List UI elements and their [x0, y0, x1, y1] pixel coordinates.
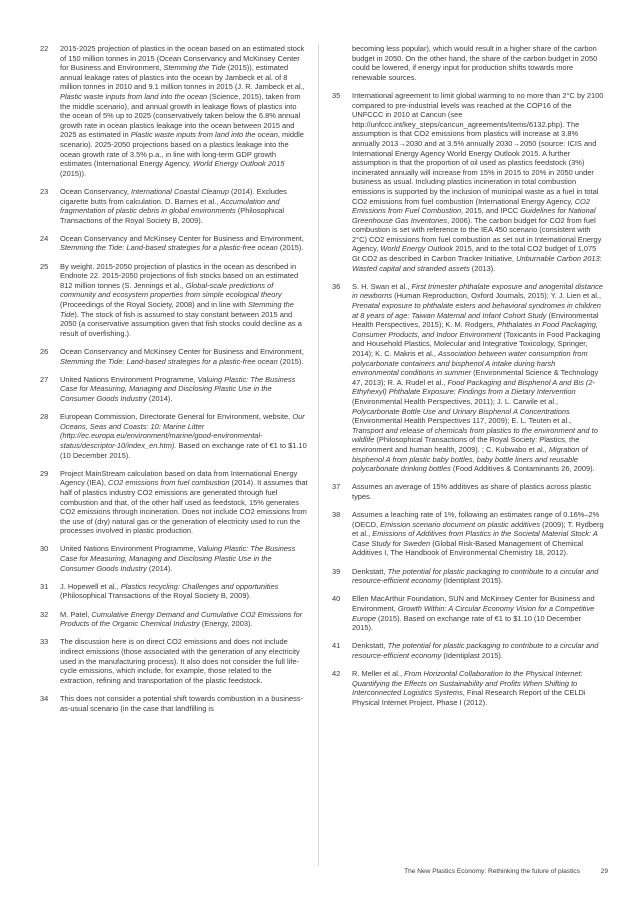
endnote-citation-title: Growth Within: A Circular Economy Vision for a Competitive Europe — [352, 604, 595, 623]
endnote-text — [60, 347, 308, 366]
column-divider — [318, 44, 319, 866]
endnote-number: 38 — [332, 510, 341, 520]
endnote-text — [352, 482, 604, 501]
endnote-36 — [332, 282, 604, 474]
endnote-35 — [332, 91, 604, 273]
endnote-text — [352, 641, 604, 660]
endnote-text-segment: (2014). — [146, 563, 173, 573]
page-number: 29 — [600, 868, 608, 875]
endnote-text-segment: (Identiplast 2015). — [441, 651, 503, 660]
endnote-22 — [40, 44, 308, 178]
endnote-text-segment: International agreement to limit global warming to no more than 2°C by 2100 compared to pre-industrial levels was reached at the COP16 of the UNFCCC in 2010 at Cancun (see http://unfccc.int/key_steps/cancun_agreements/items/6132.php). The assumption is that CO2 emissions from plastics will increase at 3.8% annually 2013→2030 and at 3.5% annually 2030→2050 (source: ICIS and International Energy Agency World Energy Outlook 2015. A further assumption is that the proportion of oil used as plastics feedstock (3%) incinerated annually will increase from 15% in 2015 to 20% in 2050 under business as usual. Including plastics incineration in total combustion emissions is supported by the inclusion of municipal waste as a fuel in total CO2 emissions from fuel combustion (International Energy Agency, — [352, 90, 604, 206]
endnote-citation-title: Transport and release of chemicals from plastics to the environment and to wildlife — [352, 425, 598, 445]
endnote-text-segment: (2015). — [277, 243, 304, 253]
endnote-citation-title: International Coastal Cleanup — [130, 186, 229, 196]
endnote-text-segment: 2015-2025 projection of plastics in the ocean based on an estimated stock of 150 million tonnes in 2015 (Ocean Conservancy and McKinsey Center for Business and Environment, — [60, 44, 305, 73]
endnote-text — [60, 637, 308, 685]
endnote-text — [352, 282, 604, 474]
endnote-text-segment: 2015, and to the total CO2 budget of 1,075 Gt CO2 as described in Carbon Tracker Initiative, — [352, 244, 597, 264]
endnote-citation-title: Valuing Plastic: The Business Case for Measuring, Managing and Disclosing Plastic Use in the Consumer Goods Industry — [60, 544, 296, 573]
endnote-text-segment: (2015)), estimated annual leakage rates of plastics into the ocean by Jambeck et al. of 8 million tonnes in 2010 and 9.1 million tonnes in 2015 (J. R. Jambeck et al., — [60, 63, 305, 92]
endnote-citation-title: World Energy Outlook — [380, 244, 454, 254]
endnote-citation-title: First trimester phthalate exposure and anogenital distance in newborns — [352, 281, 603, 301]
endnote-text-segment: (Food Additives & Contaminants 26, 2009). — [450, 464, 595, 474]
endnote-26 — [40, 347, 308, 366]
endnote-text-segment: R. Meller et al., — [352, 669, 405, 679]
endnote-number: 27 — [40, 374, 49, 384]
endnote-citation-title: Stemming the Tide: Land-based strategies for a plastic-free ocean — [60, 356, 278, 366]
endnote-number: 39 — [332, 566, 341, 576]
endnote-citation-title: CO2 Emissions from Fuel Combustion — [352, 196, 590, 216]
endnote-number: 29 — [40, 468, 49, 478]
endnotes-right-column — [332, 44, 604, 716]
endnote-number: 26 — [40, 347, 49, 356]
endnote-37 — [332, 482, 604, 501]
endnote-text-segment: (Environmental Health Perspectives, 2015); K. M. Rodgers, — [352, 310, 599, 330]
endnote-text-segment: (Human Reproduction, Oxford Journals, 2015); Y. J. Lien et al., — [392, 291, 602, 301]
endnote-30 — [40, 544, 308, 573]
endnote-text — [352, 594, 604, 632]
endnote-citation-title: Emission scenario document on plastic additives — [380, 519, 541, 529]
endnote-34 — [40, 694, 308, 713]
endnote-text-segment: (2013). — [469, 263, 496, 273]
endnote-citation-title: Polycarbonate Bottle Use and Urinary Bisphenol A Concentrations — [352, 406, 570, 416]
endnote-text-segment: This does not consider a potential shift towards combustion in a business-as-usual scenario (in the case that landfilling is — [60, 693, 304, 713]
endnote-text-segment: United Nations Environment Programme, — [60, 544, 198, 554]
endnote-42 — [332, 669, 604, 707]
endnote-text-segment: Ellen MacArthur Foundation, SUN and McKinsey Center for Business and Environment, — [352, 594, 595, 614]
endnote-text-segment: (Toxicants in Food Packaging and Household Plastics, Molecular and Integrative Toxicology, Springer, 2014); K. C. Makris et al., — [352, 329, 601, 358]
endnote-text-segment: Assumes an average of 15% additives as share of plastics across plastic types. — [352, 482, 592, 501]
footer-document-title: The New Plastics Economy: Rethinking the future of plastics — [404, 868, 580, 875]
endnote-38 — [332, 510, 604, 558]
endnote-text — [60, 694, 308, 713]
endnote-number: 37 — [332, 482, 341, 492]
endnote-citation-title: Cumulative Energy Demand and Cumulative CO2 Emissions for Products of the Organic Chemical Industry — [60, 609, 303, 629]
endnote-text-segment: M. Patel, — [60, 609, 92, 619]
endnote-text — [352, 91, 604, 273]
endnote-text-segment: , 2015, and IPCC — [461, 206, 521, 216]
endnote-text-segment: (Philosophical Transactions of the Royal Society B, 2009). — [60, 206, 285, 225]
endnote-text — [352, 669, 604, 707]
endnote-text — [60, 44, 308, 178]
endnote-text-segment: (Science, 2015), taken from the middle scenario), and annual growth in leakage flows of plastics into the ocean of 5% up to 2025 (conservatively taken below the 6.8% annual growth rate in ocean plastics leakage into the ocean between 2015 and 2025 as estimated in — [60, 91, 301, 140]
endnote-number: 35 — [332, 90, 341, 100]
endnote-number: 41 — [332, 641, 341, 651]
endnote-citation-title: Stemming the Tide — [60, 300, 294, 319]
endnote-39 — [332, 567, 604, 586]
endnote-citation-title: Accumulation and fragmentation of plastic debris in global environments — [60, 196, 280, 216]
endnote-text-segment: The discussion here is on direct CO2 emissions and does not include indirect emissions (those associated with the generation of any electricity used in the manufacturing process). It also does not consider the full life-cycle emissions, which include, for example, those related to the extraction, refining and transportation of the plastic feedstock. — [60, 637, 300, 685]
endnote-text — [60, 234, 308, 253]
endnote-text — [352, 510, 604, 558]
endnote-number: 40 — [332, 594, 341, 604]
endnote-text-segment: (Environmental Health Perspectives, 2011); J. L. Carwile et al., — [352, 396, 559, 406]
endnote-citation-title: Association between water consumption from polycarbonate containers and bisphenol A intake during harsh environmental conditions in summer — [352, 349, 588, 378]
endnote-text-segment: (2015)). — [60, 168, 87, 178]
endnote-text — [60, 375, 308, 404]
endnote-text-segment: (2014). It assumes that half of plastics industry CO2 emissions are generated through fuel combustion and that, of the other half used as feedstock, 15% generates CO2 emissions through incineration. Does not include CO2 emissions from the use of (dry) natural gas or the generation of electricity used to run the processes involved in plastic production. — [60, 478, 308, 536]
endnote-text-segment: , 2006). The carbon budget for CO2 from fuel combustion is set with reference to the IEA 450 scenario (consistent with 2°C) CO2 emissions from fuel combustion as set out in International Energy Agency, — [352, 215, 602, 254]
endnote-text — [60, 582, 308, 601]
endnote-text-segment: Denkstatt, — [352, 566, 388, 576]
endnote-text-segment: , middle scenario). 2025-2050 projections based on a plastics leakage into the ocean growth rate of 3.5% p.a., in line with long-term GDP growth estimates (International Energy Agency, — [60, 130, 304, 169]
endnote-citation-title: Guidelines for National Greenhouse Gas Inventories — [352, 206, 596, 225]
endnote-citation-title: Stemming the Tide — [163, 63, 226, 73]
endnote-text-segment: Assumes a leaching rate of 1%, following an estimates range of 0.16%–2% (OECD, — [352, 510, 600, 529]
endnote-40 — [332, 594, 604, 632]
endnote-text-segment: S. H. Swan et al., — [352, 281, 412, 291]
endnote-number: 30 — [40, 544, 49, 554]
endnote-citation-title: Migration of bisphenol A from plastic baby bottles, baby bottle liners and reusable polycarbonate drinking bottles — [352, 444, 588, 474]
endnote-24 — [40, 234, 308, 253]
endnote-citation-title: Prenatal exposure to phthalate esters and behavioral syndromes in children at 8 years of age: Taiwan Maternal and Infant Cohort Study — [352, 301, 601, 320]
endnote-number: 28 — [40, 412, 49, 422]
endnote-citation-title: CO2 emissions from fuel combustion — [107, 478, 230, 488]
endnote-text-segment: European Commission, Directorate General for Environment, website, — [60, 412, 293, 422]
endnote-citation-title: Phthalates in Food Packaging, Consumer Products, and Indoor Environment — [352, 320, 598, 339]
endnote-text — [60, 412, 308, 460]
endnote-number: 42 — [332, 669, 341, 679]
endnotes-left-column — [40, 44, 308, 722]
endnote-41 — [332, 641, 604, 660]
endnote-number: 34 — [40, 693, 49, 703]
endnote-text-segment: By weight. 2015-2050 projection of plastics in the ocean as described in Endnote 22. 2015-2050 projections of fish stocks based on an estimated 812 million tonnes (S. Jennings et al., — [60, 261, 299, 290]
endnote-text-segment: (2014). — [146, 393, 173, 403]
endnote-number: 24 — [40, 233, 49, 243]
endnote-citation-title: Stemming the Tide: Land-based strategies for a plastic-free ocean — [60, 243, 278, 253]
endnote-text-segment: Ocean Conservancy, — [60, 186, 131, 196]
endnote-25 — [40, 262, 308, 339]
endnote-text-segment: (2014). Excludes cigarette butts from calculation. D. Barnes et al., — [60, 186, 287, 206]
endnote-number: 25 — [40, 261, 49, 271]
endnote-text-segment: Ocean Conservancy and McKinsey Center for Business and Environment, — [60, 233, 304, 243]
endnote-32 — [40, 610, 308, 629]
endnote-citation-title: Plastic waste inputs from land into the ocean — [60, 91, 208, 101]
endnote-28 — [40, 412, 308, 460]
endnote-citation-title: Plastic waste inputs from land into the ocean — [130, 130, 278, 140]
endnote-text-segment: Denkstatt, — [352, 641, 388, 651]
endnote-text-segment: (Environmental Science & Technology 47, 2013); R. A. Rudel et al., — [352, 368, 599, 387]
endnote-33 — [40, 637, 308, 685]
endnote-text — [60, 610, 308, 629]
endnote-text-segment: , Final Research Report of the CELDi Physical Internet Project, Phase I (2012). — [352, 688, 586, 707]
endnote-citation-title: The potential for plastic packaging to contribute to a circular and resource-efficient economy — [352, 641, 599, 660]
endnote-27 — [40, 375, 308, 404]
endnote-citation-title: World Energy Outlook 2015 — [192, 159, 285, 169]
endnote-citation-title: The potential for plastic packaging to contribute to a circular and resource-efficient economy — [352, 566, 599, 586]
endnote-citation-title: Valuing Plastic: The Business Case for Measuring, Managing and Disclosing Plastic Use in the Consumer Goods Industry — [60, 374, 296, 403]
endnote-citation-title: Food Packaging and Bisphenol A and Bis (2-Ethyhexyl) Phthalate Exposure: Findings from a Dietary Intervention — [352, 377, 595, 397]
endnote-citation-title: Unburnable Carbon 2013: Wasted capital and stranded assets — [352, 254, 602, 273]
endnote-text-segment: (2015). Based on exchange rate of €1 to $1.10 (10 December 2015). — [352, 613, 582, 633]
endnote-text — [60, 544, 308, 573]
endnote-text-segment: (Philosophical Transactions of the Royal Society: Plastics, the environment and human health, 2009). ; C. Kubwabo et al., — [352, 435, 580, 454]
endnote-citation-title: From Horizontal Collaboration to the Physical Internet: Quantifying the Effects on Sustainability and Profits When Shifting to Interconnected Logistics Systems — [352, 669, 583, 698]
endnote-text-segment: Project MainStream calculation based on data from International Energy Agency (IEA), — [60, 468, 298, 488]
endnote-citation-title: Plastics recycling: Challenges and opportunities — [120, 581, 279, 591]
endnote-text-segment: J. Hopewell et al., — [60, 581, 121, 591]
endnote-text — [60, 262, 308, 339]
endnote-text-segment: (Environmental Health Perspectives 117, 2009); E. L. Teuten et al., — [352, 416, 572, 426]
endnotes-right-list — [332, 91, 604, 708]
endnote-text — [352, 567, 604, 586]
endnote-text-segment: Ocean Conservancy and McKinsey Center for Business and Environment, — [60, 347, 304, 356]
endnote-text — [60, 469, 308, 536]
endnote-number: 31 — [40, 581, 49, 591]
endnote-number: 36 — [332, 281, 341, 291]
endnote-text-segment: (2009); T. Rydberg et al., — [352, 519, 604, 539]
endnote-citation-title: Emissions of Additives from Plastics in the Societal Material Stock: A Case Study for Sweden — [352, 529, 598, 548]
endnote-text — [60, 187, 308, 225]
endnote-text-segment: (Proceedings of the Royal Society, 2008) and in line with — [60, 300, 248, 310]
endnote-29 — [40, 469, 308, 536]
endnote-text-segment: ). The stock of fish is assumed to stay constant between 2015 and 2050 (a conservative assumption given that fish stocks could decline as a result of overfishing.). — [60, 309, 302, 338]
endnote-text-segment: (Energy, 2003). — [199, 619, 253, 629]
endnote-number: 32 — [40, 609, 49, 619]
endnote-text-segment: United Nations Environment Programme, — [60, 374, 198, 384]
endnote-text-segment: (Philosophical Transactions of the Royal Society B, 2009). — [60, 591, 251, 601]
endnote-text-segment: Based on exchange rate of €1 to $1.10 (10 December 2015). — [60, 440, 307, 460]
endnote-number: 23 — [40, 186, 49, 196]
endnote-text-segment: (Identiplast 2015). — [441, 576, 503, 586]
endnote-number: 33 — [40, 637, 49, 647]
endnote-23 — [40, 187, 308, 225]
endnote-31 — [40, 582, 308, 601]
endnote-text-segment: (2015). — [277, 356, 304, 366]
endnote-number: 22 — [40, 44, 49, 53]
endnote-text-segment: (Global Risk-Based Management of Chemical Additives I, The Handbook of Environmental Chemistry 18, 2012). — [352, 538, 584, 558]
endnote-citation-title: Global-scale predictions of community and ecosystem properties from simple ecological theory — [60, 280, 282, 300]
endnote-citation-title: Our Oceans, Seas and Coasts: 10: Marine Litter (http://ec.europa.eu/environment/marine/good-environmental-status/descriptor-10/index_en.htm). — [60, 412, 305, 450]
endnote-34-continuation: becoming less popular), which would result in a higher share of the carbon budget in 2050. On the other hand, the share of the carbon budget in 2050 could be lowered, if energy input for production shifts towards more renewable sources. — [352, 44, 598, 82]
